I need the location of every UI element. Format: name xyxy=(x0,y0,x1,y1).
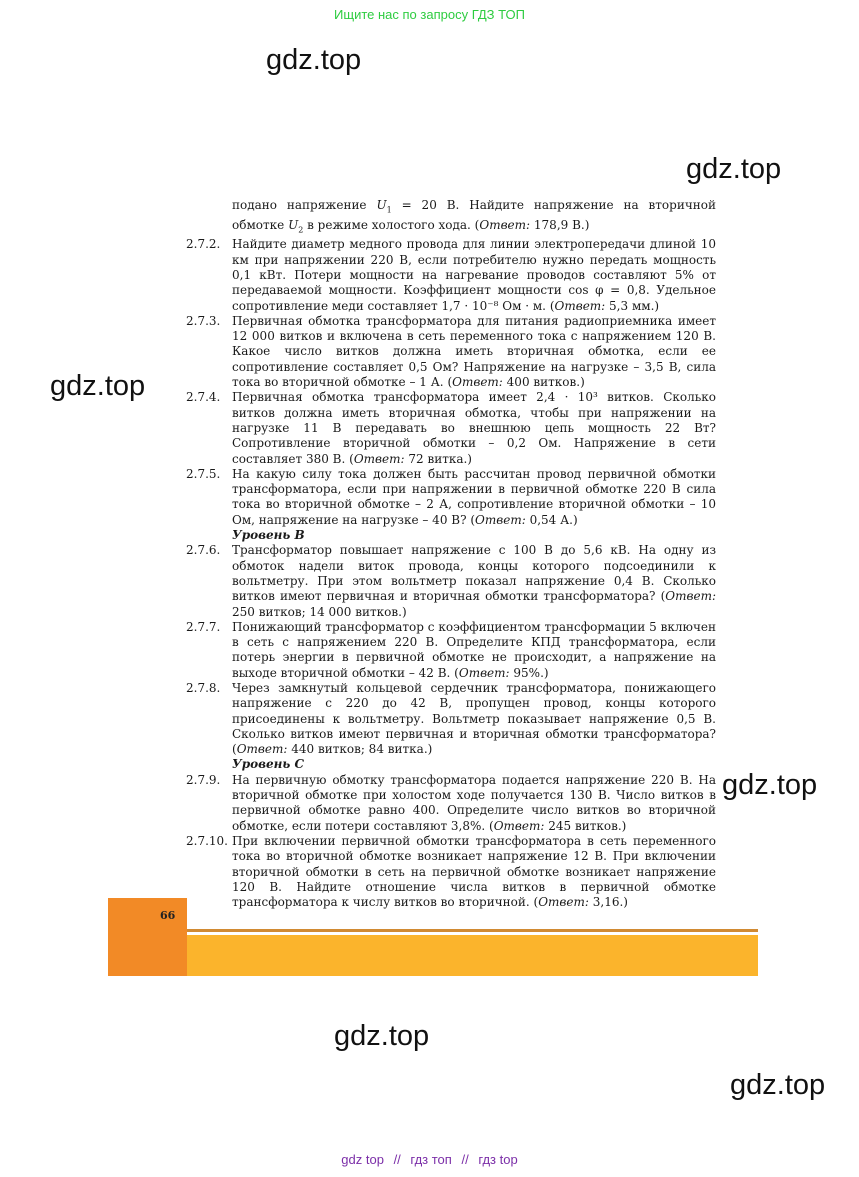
intro-text: в режиме холостого хода. ( xyxy=(303,217,480,232)
bottom-link[interactable]: гдз топ xyxy=(410,1152,452,1167)
var-u: U xyxy=(288,217,299,232)
level-heading: Уровень В xyxy=(232,528,305,543)
watermark: gdz.top xyxy=(334,1020,430,1052)
problem-text: Найдите диаметр медного провода для линии электропередачи длиной 10 км при напряжении 220 В, если потребителю нужно передать мощность 0,1 кВт. Потери мощности на нагревание проводов составляют 5% от передаваемой мощности. Коэффициент мощности cos φ = 0,8. Удельное сопротивление меди составляет 1,7 · 10⁻⁸ Ом · м. ( xyxy=(232,237,716,313)
problem-text: Первичная обмотка трансформатора для питания радиоприемника имеет 12 000 витков и включена в сеть переменного тока с напряжением 120 В. Какое число витков должна иметь вторичная обмотка, если ее сопротивление составляет 0,5 Ом? Напряжение на нагрузке – 3,5 В, сила тока во вторичной обмотке – 1 А. ( xyxy=(232,313,716,390)
bottom-links xyxy=(0,1152,859,1167)
answer-value: 5,3 мм.) xyxy=(605,298,660,313)
answer-value: 400 витков.) xyxy=(502,375,585,390)
answer-value: 72 витка.) xyxy=(404,451,472,466)
answer-label: Ответ: xyxy=(236,742,288,757)
answer-label: Ответ: xyxy=(479,217,531,232)
search-hint-link[interactable]: Ищите нас по запросу ГДЗ ТОП xyxy=(334,7,525,22)
watermark: gdz.top xyxy=(686,153,782,185)
problem-text: Трансформатор повышает напряжение с 100 В до 5,6 кВ. На одну из обмоток надели виток провода, концы которого подсоединили к вольтметру. При этом вольтметр показал напряжение 0,4 В. Сколько витков имеют первичная и вторичная обмотки трансформатора? ( xyxy=(232,543,716,604)
problem-item xyxy=(186,543,716,619)
answer-value: 250 витков; 14 000 витков.) xyxy=(232,604,407,619)
problem-number: 2.7.10. xyxy=(186,833,228,848)
answer-label: Ответ: xyxy=(353,451,405,466)
answer-value: 245 витков.) xyxy=(544,818,627,833)
var-sub: 1 xyxy=(386,205,392,215)
answer-value: 178,9 В.) xyxy=(530,217,590,232)
answer-value: 3,16.) xyxy=(588,895,628,910)
problem-number: 2.7.8. xyxy=(186,680,221,695)
separator: // xyxy=(461,1152,469,1167)
answer-value: 0,54 А.) xyxy=(525,512,578,527)
intro-text: подано напряжение xyxy=(232,198,367,212)
page-number: 66 xyxy=(160,909,176,922)
answer-label: Ответ: xyxy=(475,512,526,527)
footer-divider xyxy=(187,929,758,932)
var-u: U xyxy=(376,198,387,212)
bottom-link[interactable]: гдз top xyxy=(478,1152,518,1167)
separator: // xyxy=(393,1152,401,1167)
problem-text: На первичную обмотку трансформатора подается напряжение 220 В. На вторичной обмотке при холостом ходе получается 130 В. Число витков в первичной обмотке равно 400. Определите число витков во вторичной обмотке, если потери составляют 3,8%. ( xyxy=(232,772,716,833)
watermark: gdz.top xyxy=(266,44,362,76)
problem-item xyxy=(186,620,716,681)
footer-yellow-bar xyxy=(187,935,758,976)
answer-value: 440 витков; 84 витка.) xyxy=(287,742,433,757)
problem-number: 2.7.5. xyxy=(186,466,221,481)
watermark: gdz.top xyxy=(722,769,818,801)
problem-text: При включении первичной обмотки трансформатора в сеть переменного тока во вторичной обмотке возникает напряжение 12 В. При включении вторичной обмотки в сеть на первичной обмотке возникает напряжение 120 В. Найдите отношение числа витков в первичной обмотке трансформатора к числу витков во вторичной. ( xyxy=(232,833,716,910)
answer-value: 95%.) xyxy=(509,665,549,680)
answer-label: Ответ: xyxy=(493,818,545,833)
problem-number: 2.7.9. xyxy=(186,772,221,787)
intro-text: = 20 В. Найдите напряжение на вторичной обмотке xyxy=(232,198,716,232)
problem-item xyxy=(186,390,716,466)
watermark: gdz.top xyxy=(50,370,146,402)
watermark: gdz.top xyxy=(730,1069,826,1101)
problem-number: 2.7.2. xyxy=(186,237,221,252)
problem-text: Первичная обмотка трансформатора имеет 2,4 · 10³ витков. Сколько витков должна иметь вторичная обмотка, чтобы при напряжении на нагрузке 11 В передавать во внешнюю цепь мощность 22 Вт? Сопротивление вторичной обмотки – 0,2 Ом. Напряжение в сети составляет 380 В. ( xyxy=(232,390,716,466)
problem-list xyxy=(186,198,716,910)
var-sub: 2 xyxy=(298,225,304,235)
answer-label: Ответ: xyxy=(554,298,606,313)
problem-item xyxy=(186,834,716,910)
problem-number: 2.7.3. xyxy=(186,313,221,328)
problem-text: Понижающий трансформатор с коэффициентом трансформации 5 включен в сеть с напряжением 220 В. Определите КПД трансформатора, если потерь энергии в первичной обмотке не происходит, а напряжение на выходе вторичной обмотки – 42 В. ( xyxy=(232,619,716,680)
problem-item xyxy=(186,773,716,834)
level-heading: Уровень С xyxy=(232,757,305,772)
problem-text: На какую силу тока должен быть рассчитан провод первичной обмотки трансформатора, если при напряжении в первичной обмотке 220 В сила тока во вторичной обмотке – 2 А, сопротивление вторичной обмотки – 10 Ом, напряжение на нагрузке – 40 В? ( xyxy=(232,466,716,527)
problem-item xyxy=(186,237,716,313)
bottom-link[interactable]: gdz top xyxy=(341,1152,384,1167)
problem-number: 2.7.7. xyxy=(186,619,221,634)
problem-text: Через замкнутый кольцевой сердечник трансформатора, понижающего напряжение с 220 до 42 В, пропущен провод, концы которого присоединены к вольтметру. Вольтметр показывает напряжение 0,5 В. Сколько витков имеют первичная и вторичная обмотки трансформатора? ( xyxy=(232,680,716,757)
problem-number: 2.7.6. xyxy=(186,543,221,558)
problem-item xyxy=(186,467,716,528)
problem-item xyxy=(186,314,716,390)
answer-label: Ответ: xyxy=(458,665,510,680)
intro-paragraph xyxy=(186,198,716,237)
problem-number: 2.7.4. xyxy=(186,390,221,405)
answer-label: Ответ: xyxy=(538,895,589,910)
problem-item xyxy=(186,681,716,757)
answer-label: Ответ: xyxy=(665,589,716,604)
answer-label: Ответ: xyxy=(452,375,503,390)
